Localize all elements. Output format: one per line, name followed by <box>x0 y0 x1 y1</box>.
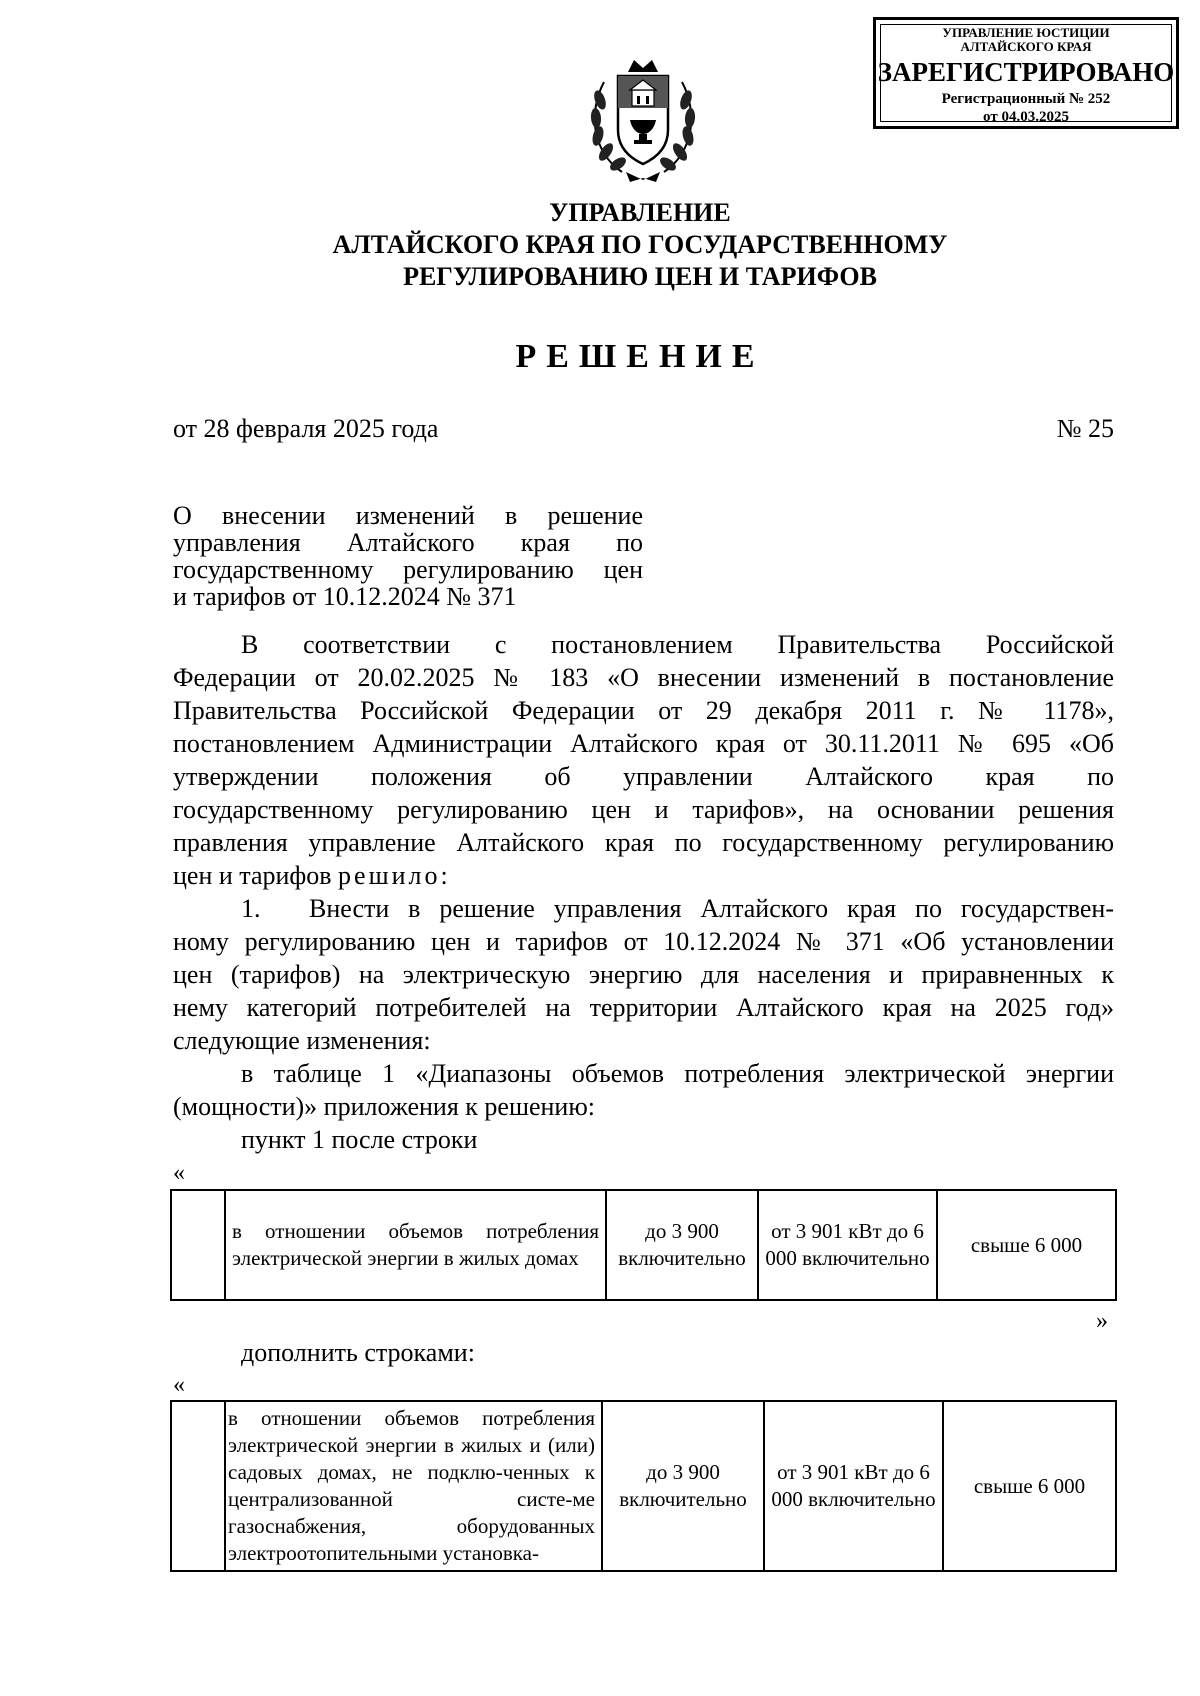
item-1-first-line <box>173 892 1114 925</box>
stamp-authority-line2: АЛТАЙСКОГО КРАЯ <box>960 39 1092 54</box>
subject-line: управления Алтайского края по <box>173 528 643 557</box>
altai-krai-coat-of-arms-icon <box>582 52 704 186</box>
preamble-line: В соответствии с постановлением Правительства Российской <box>241 630 1114 659</box>
close-quote: » <box>1096 1308 1108 1334</box>
item-1-line: Внести в решение управления Алтайского края по государствен- <box>309 894 1114 923</box>
add-rows-text: дополнить строками: <box>241 1338 475 1367</box>
preamble-line: правления управление Алтайского края по государственному регулированию <box>173 828 1114 857</box>
document-type-title: РЕШЕНИЕ <box>515 338 765 375</box>
range-2-cell: от 3 901 кВт до 6 000 включительно <box>758 1190 937 1300</box>
org-name-line3: РЕГУЛИРОВАНИЮ ЦЕН И ТАРИФОВ <box>403 262 877 291</box>
add-rows-paragraph <box>173 1336 1114 1369</box>
row-description-cell: в отношении объемов потребления электрической энергии в жилых домах <box>225 1190 606 1300</box>
preamble-line: постановлением Администрации Алтайского края от 30.11.2011 № 695 «Об <box>173 729 1114 758</box>
item-1-line: цен (тарифов) на электрическую энергию для населения и приравненных к <box>173 960 1114 989</box>
range-3-cell: свыше 6 000 <box>937 1190 1116 1300</box>
item-1-line: ному регулированию цен и тарифов от 10.12.2024 № 371 «Об установлении <box>173 927 1114 956</box>
preamble-line: цен и тарифов <box>173 861 332 890</box>
stamp-authority-line1: УПРАВЛЕНИЕ ЮСТИЦИИ <box>942 25 1110 40</box>
preamble-last-line <box>173 859 1114 892</box>
range-1-cell: до 3 900 включительно <box>606 1190 758 1300</box>
subject-line: государственному регулированию цен <box>173 555 643 584</box>
document-number: № 25 <box>1056 414 1114 443</box>
preamble-line: государственному регулированию цен и тарифов», на основании решения <box>173 795 1114 824</box>
preamble-line: утверждении положения об управлении Алтайского края по <box>173 762 1114 791</box>
table-ref-line: в таблице 1 «Диапазоны объемов потребления электрической энергии <box>241 1059 1114 1088</box>
range-3-cell: свыше 6 000 <box>943 1401 1116 1571</box>
row-description-cell: в отношении объемов потребления электрической энергии в жилых и (или) садовых домах, не подклю-ченных к централизованной систе-ме газоснабжения, оборудованных электроотопительными установка- <box>225 1401 602 1571</box>
table-ref-line: (мощности)» приложения к решению: <box>173 1092 595 1121</box>
new-rows-table <box>170 1400 1117 1572</box>
item-1-paragraph <box>173 892 1114 1156</box>
stamp-reg-date: от 04.03.2025 <box>983 109 1069 125</box>
preamble-line: Правительства Российской Федерации от 29 декабря 2011 г. № 1178», <box>173 696 1114 725</box>
existing-row-table <box>170 1189 1117 1301</box>
registration-stamp <box>873 17 1179 129</box>
item-1-line: следующие изменения: <box>173 1026 431 1055</box>
range-2-cell: от 3 901 кВт до 6 000 включительно <box>764 1401 943 1571</box>
preamble-line: Федерации от 20.02.2025 № 183 «О внесении изменений в постановление <box>173 663 1114 692</box>
table-row <box>171 1401 1116 1571</box>
subject-line: О внесении изменений в решение <box>173 501 643 530</box>
org-name-line1: УПРАВЛЕНИЕ <box>549 198 731 227</box>
row-number-cell <box>171 1401 225 1571</box>
open-quote: « <box>173 1160 185 1186</box>
open-quote: « <box>173 1372 185 1398</box>
document-subject <box>173 502 643 610</box>
after-row-text: пункт 1 после строки <box>241 1125 478 1154</box>
table-row <box>171 1190 1116 1300</box>
row-number-cell <box>171 1190 225 1300</box>
stamp-status: ЗАРЕГИСТРИРОВАНО <box>877 57 1175 87</box>
stamp-reg-number: Регистрационный № 252 <box>941 91 1111 107</box>
org-name-line2: АЛТАЙСКОГО КРАЯ ПО ГОСУДАРСТВЕННОМУ <box>332 230 948 259</box>
document-date: от 28 февраля 2025 года <box>173 414 439 443</box>
range-1-cell: до 3 900 включительно <box>602 1401 764 1571</box>
item-1-number: 1. <box>241 894 261 923</box>
item-1-line: нему категорий потребителей на территории Алтайского края на 2025 год» <box>173 993 1114 1022</box>
subject-line: и тарифов от 10.12.2024 № 371 <box>173 582 517 611</box>
preamble-paragraph <box>173 628 1114 892</box>
decided-word: решило: <box>338 861 451 890</box>
